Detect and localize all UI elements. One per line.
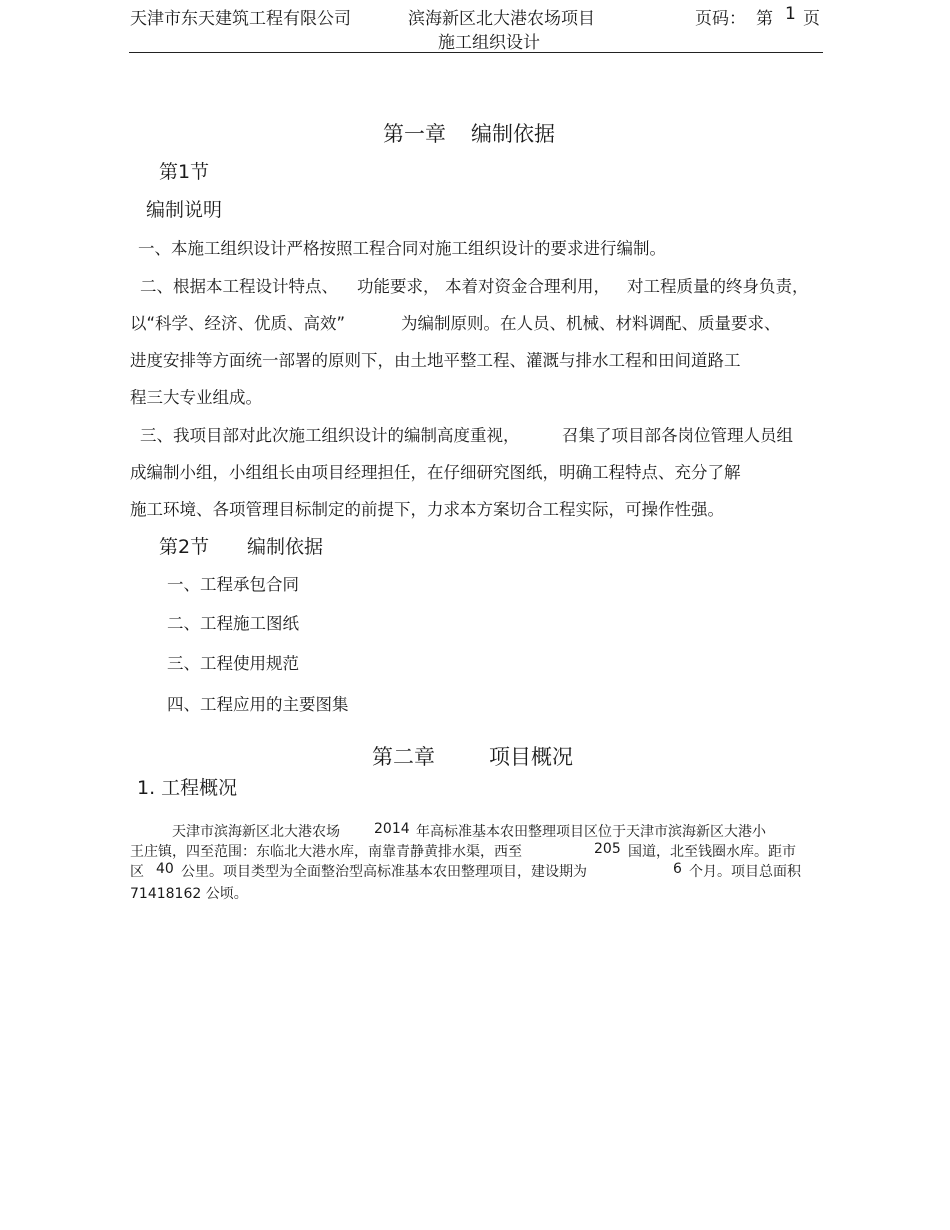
paragraph-3-line-2: 成编制小组，小组组长由项目经理担任，在仔细研究图纸，明确工程特点、充分了解 xyxy=(130,463,741,482)
paragraph-2-line-1c: 本着对资金合理利用， xyxy=(445,277,610,296)
paragraph-1: 一、本施工组织设计严格按照工程合同对施工组织设计的要求进行编制。 xyxy=(138,239,666,258)
overview-line-1b: 2014 xyxy=(374,821,410,837)
paragraph-3-line-3: 施工环境、各项管理目标制定的前提下，力求本方案切合工程实际，可操作性强。 xyxy=(130,500,724,519)
paragraph-2-line-1a: 二、根据本工程设计特点、 xyxy=(140,277,338,296)
header-company: 天津市东天建筑工程有限公司 xyxy=(130,9,351,29)
paragraph-2-line-2a: 以“科学、经济、优质、高效” xyxy=(130,314,346,333)
paragraph-2-line-1d: 对工程质量的终身负责， xyxy=(627,277,809,296)
header-page-prefix: 第 xyxy=(756,9,773,29)
overview-line-3b: 40 xyxy=(156,861,174,877)
chapter2-title-text: 项目概况 xyxy=(489,745,573,769)
basis-item: 一、工程承包合同 xyxy=(167,575,299,594)
overview-line-3d: 6 xyxy=(673,861,682,877)
paragraph-3-line-1a: 三、我项目部对此次施工组织设计的编制高度重视， xyxy=(140,426,520,445)
section2-label: 第2节 xyxy=(159,536,210,558)
overview-line-2c: 国道，北至钱圈水库。距市 xyxy=(628,844,796,860)
overview-line-2b: 205 xyxy=(594,841,621,857)
chapter2-title-number: 第二章 xyxy=(372,745,435,769)
section2-title: 编制依据 xyxy=(247,536,324,558)
header-page-label: 页码： xyxy=(695,9,746,29)
overview-line-2a: 王庄镇，四至范围：东临北大港水库，南靠青静黄排水渠，西至 xyxy=(130,844,522,860)
header-page-suffix: 页 xyxy=(803,9,820,29)
basis-item: 四、工程应用的主要图集 xyxy=(167,695,349,714)
overview-line-3e: 个月。项目总面积 xyxy=(689,864,801,880)
chapter1-title-text: 编制依据 xyxy=(471,122,555,146)
section1-title: 编制说明 xyxy=(146,199,223,221)
paragraph-2-line-4: 程三大专业组成。 xyxy=(130,388,262,407)
basis-item: 二、工程施工图纸 xyxy=(167,614,299,633)
overview-line-4: 71418162 公顷。 xyxy=(130,886,248,902)
subsection-title: 1. 工程概况 xyxy=(137,777,238,799)
basis-item: 三、工程使用规范 xyxy=(167,654,299,673)
overview-line-1c: 年高标准基本农田整理项目区位于天津市滨海新区大港小 xyxy=(416,824,766,840)
paragraph-3-line-1b: 召集了项目部各岗位管理人员组 xyxy=(562,426,793,445)
chapter1-title-number: 第一章 xyxy=(383,122,446,146)
section1-label: 第1节 xyxy=(159,161,210,183)
overview-line-3a: 区 xyxy=(130,864,144,880)
paragraph-2-line-1b: 功能要求， xyxy=(357,277,440,296)
paragraph-2-line-2b: 为编制原则。在人员、机械、材料调配、质量要求、 xyxy=(401,314,781,333)
overview-line-1a: 天津市滨海新区北大港农场 xyxy=(172,824,340,840)
paragraph-2-line-3: 进度安排等方面统一部署的原则下，由土地平整工程、灌溉与排水工程和田间道路工 xyxy=(130,351,741,370)
header-project: 滨海新区北大港农场项目 xyxy=(408,9,595,29)
header-doc-type: 施工组织设计 xyxy=(438,33,540,53)
header-page-number: 1 xyxy=(785,4,796,24)
overview-line-3c: 公里。项目类型为全面整治型高标准基本农田整理项目，建设期为 xyxy=(181,864,587,880)
header-rule xyxy=(129,52,823,53)
